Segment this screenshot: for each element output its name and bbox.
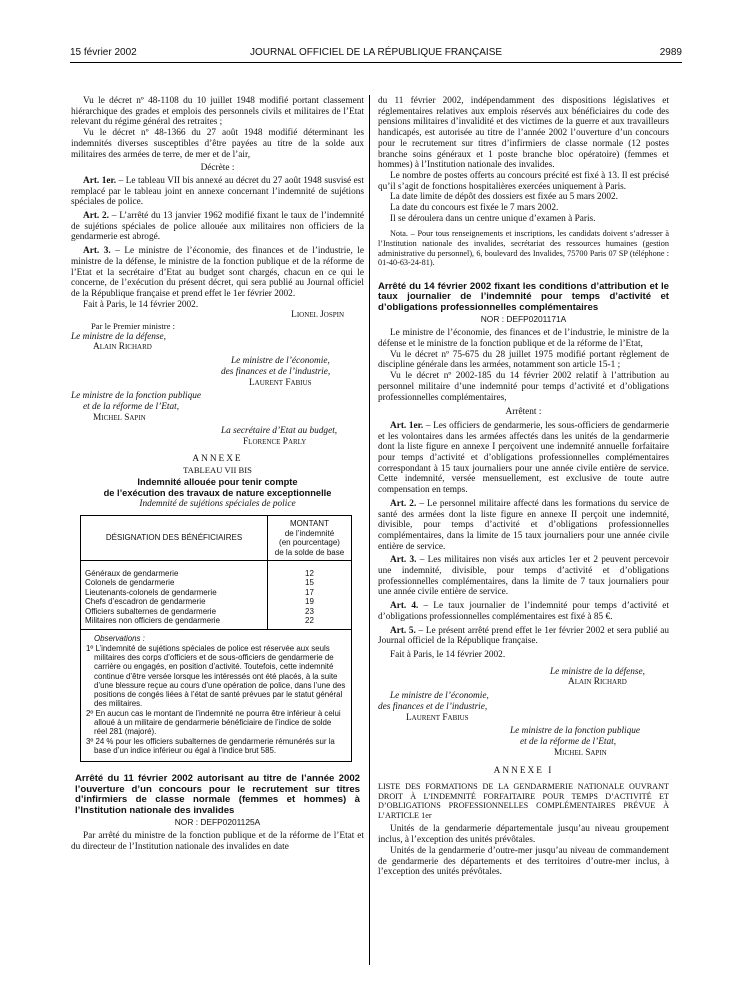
annexe-heading: ANNEXE I xyxy=(493,766,554,777)
annexe-title: LISTE DES FORMATIONS DE LA GENDARMERIE NATIONALE OUVRANT DROIT À L’INDEMNITÉ FORFAITAIRE POUR TEMPS D’ACTIVITÉ ET D’OBLIGATIONS PROFESSIONNELLES COMPLÉMENTAIRES PRÉVUE À L’ARTICLE 1er xyxy=(378,782,669,820)
table-row-label: Chefs d’escadron de gendarmerie xyxy=(85,597,206,607)
signatory-title: des finances et de l’industrie, xyxy=(221,366,331,377)
article-2: Art. 2. – L’arrêté du 13 janvier 1962 modifié fixant le taux de l’indemnité de sujétions spéciales de police allouée aux militaires non officiers de la gendarmerie est abrogé. xyxy=(71,211,364,243)
observation-item: 2º En aucun cas le montant de l’indemnité ne pourra être inférieur à celui alloué à un militaire de gendarmerie bénéficiaire de l’indice de solde réel 281 (majoré). xyxy=(86,708,341,737)
montant-cell xyxy=(268,560,352,629)
table-header-montant: MONTANT de l’indemnité (en pourcentage) de la solde de base xyxy=(268,516,352,561)
right-column xyxy=(378,96,669,878)
article-5: Art. 5. – Le présent arrêté prend effet le 1er février 2002 et sera publié au Journal officiel de la République française. xyxy=(378,625,670,647)
observation-item: 3º 24 % pour les officiers subalternes de gendarmerie rémunérés sur la base d’un indice inférieur ou égal à l’indice brut 585. xyxy=(86,736,335,755)
header-journal-title: JOURNAL OFFICIEL DE LA RÉPUBLIQUE FRANÇAISE xyxy=(249,47,503,58)
signature-intro: Par le Premier ministre : xyxy=(91,321,176,332)
visa-paragraph: Vu le décret nº 48-1366 du 27 août 1948 modifié déterminant les indemnités diverses susceptibles d’être payées au titre de la solde aux militaires des armées de terre, de mer et de l’air, xyxy=(71,128,364,160)
arrete-body: La date du concours est fixée le 7 mars 2002. xyxy=(390,203,559,214)
table-row-label: Lieutenants-colonels de gendarmerie xyxy=(85,587,217,597)
tableau-heading: TABLEAU VII BIS xyxy=(183,464,252,475)
article-label: Art. 5. xyxy=(390,625,416,636)
indemnity-table xyxy=(80,515,352,762)
signatory-name: Michel Sapin xyxy=(93,412,146,423)
table-row-value: 15 xyxy=(305,578,314,588)
signatory-title: et de la réforme de l’Etat, xyxy=(520,736,617,747)
header-date: 15 février 2002 xyxy=(70,47,137,58)
table-title: Indemnité allouée pour tenir compte xyxy=(137,477,298,488)
article-label: Art. 4. xyxy=(390,601,419,612)
signature-date: Fait à Paris, le 14 février 2002. xyxy=(390,649,506,660)
signatory-title: Le ministre de la défense, xyxy=(71,331,166,342)
signatory-title: Le ministre de l’économie, xyxy=(390,691,489,702)
signatory-title: des finances et de l’industrie, xyxy=(378,701,488,712)
table-row-value: 19 xyxy=(305,597,314,607)
table-row-label: Généraux de gendarmerie xyxy=(85,568,179,578)
unit-paragraph: Unités de la gendarmerie départementale jusqu’au niveau groupement inclus, à l’exception des unités prévôtales. xyxy=(378,824,669,846)
header-rule xyxy=(70,62,682,63)
observation-item: 1º L’indemnité de sujétions spéciales de police est réservée aux seuls militaires des corps d’officiers et de sous-officiers de gendarmerie de carrière ou engagés, en position d’activité. Toutefois, cette indemnité continue d’être versée lorsque les intéressés ont été placés, à la suite d’une blessure reçue au cours d’une opération de police, dans l’une des positions de congés liées à l’état de santé prévues par le statut général des militaires. xyxy=(86,643,346,709)
arrete-body: du 11 février 2002, indépendamment des dispositions législatives et réglementaires relatives aux emplois réservés aux bénéficiaires du code des pensions militaires d’invalidité et des victimes de la guerre et aux travailleurs handicapés, est autorisée au titre de l’année 2002 l’ouverture d’un concours pour le recrutement sur titres d’infirmiers de classe normale (12 postes branche soins généraux et 1 poste branche bloc opératoire) (femmes et hommes) à l’Institution nationale des invalides. xyxy=(378,96,669,171)
table-row-label: Militaires non officiers de gendarmerie xyxy=(85,615,221,625)
arrete-intro: Le ministre de l’économie, des finances et de l’industrie, le ministre de la défense et le ministre de la fonction publique et de la réforme de l’Etat, xyxy=(378,328,669,349)
running-header xyxy=(70,47,682,61)
article-2: Art. 2. – Le personnel militaire affecté dans les formations du service de santé des armées dont la liste figure en annexe II perçoit une indemnité, divisible, pour temps d’activité et d’obligations professionnelles complémentaires, dans la limite de 15 taux journaliers pour une année civile entière de service. xyxy=(378,498,669,552)
arrete-title: Arrêté du 14 février 2002 fixant les conditions d’attribution et le taux journalier de l’indemnité pour temps d’activité et d’obligations professionnelles complémentaires xyxy=(378,280,669,313)
annexe-heading: ANNEXE xyxy=(192,453,243,464)
signatory-title: et de la réforme de l’Etat, xyxy=(83,401,180,412)
table-body xyxy=(81,560,352,629)
signatory-name: Lionel Jospin xyxy=(291,310,344,321)
arrete-title: Arrêté du 11 février 2002 autorisant au titre de l’année 2002 l’ouverture d’un concours pour le recrutement sur titres d’infirmiers de classe normale (femmes et hommes) à l’Institution nationale des invalides xyxy=(75,773,360,817)
column-divider xyxy=(369,95,370,965)
article-1: Art. 1er. – Le tableau VII bis annexé au décret du 27 août 1948 susvisé est remplacé par le tableau joint en annexe concernant l’indemnité de sujétions spéciales de police. xyxy=(71,175,364,208)
article-1: Art. 1er. – Les officiers de gendarmerie, les sous-officiers de gendarmerie et les volontaires dans les armées affectés dans les unités de la gendarmerie dont la liste figure en annexe I perçoivent une indemnité annuelle forfaitaire pour temps d’activité et d’obligations professionnelles complémentaires correspondant à 15 taux journaliers pour une année civile entière de service. Cette indemnité, versée mensuellement, est exclusive de toute autre compensation en temps. xyxy=(378,420,669,496)
signatory-name: Alain Richard xyxy=(93,342,152,353)
table-row-value: 23 xyxy=(305,606,314,616)
article-3: Art. 3. – Les militaires non visés aux articles 1er et 2 peuvent percevoir une indemnité, divisible, pour temps d’activité et d’obligations professionnelles complémentaires, dans la limite de 7 taux journaliers pour une année civile entière de service. xyxy=(378,555,669,598)
signatory-title: Le ministre de la fonction publique xyxy=(71,391,202,402)
decrete-heading: Décrète : xyxy=(200,163,235,174)
signatory-name: Laurent Fabius xyxy=(249,377,312,388)
signatory-title: Le ministre de l’économie, xyxy=(231,356,330,367)
signatory-title: La secrétaire d’Etat au budget, xyxy=(221,426,338,437)
article-4: Art. 4. – Le taux journalier de l’indemnité pour temps d’activité et d’obligations professionnelles complémentaires est fixé à 85 €. xyxy=(378,601,669,622)
table-row-value: 12 xyxy=(305,568,314,578)
arrete-body: Il se déroulera dans un centre unique d’examen à Paris. xyxy=(390,213,596,224)
signature-date: Fait à Paris, le 14 février 2002. xyxy=(83,299,199,310)
article-3: Art. 3. – Le ministre de l’économie, des finances et de l’industrie, le ministre de la défense, le ministre de la fonction publique et de la réforme de l’Etat et la secrétaire d’Etat au budget sont chargés, chacun en ce qui le concerne, de l’exécution du présent décret, qui sera publié au Journal officiel de la République française et prend effet le 1er février 2002. xyxy=(71,246,364,299)
designation-cell xyxy=(81,560,268,629)
signatory-name: Laurent Fabius xyxy=(406,712,469,723)
observations-title: Observations : xyxy=(94,634,145,644)
table-row-label: Colonels de gendarmerie xyxy=(85,578,175,588)
visa-paragraph: Vu le décret nº 48-1108 du 10 juillet 1948 modifié portant classement hiérarchique des grades et emplois des personnels civils et militaires de l’Etat relevant du régime général des retraites ; xyxy=(71,96,364,128)
table-row-value: 17 xyxy=(305,587,314,597)
arrete-body: La date limite de dépôt des dossiers est fixée au 5 mars 2002. xyxy=(390,192,618,203)
article-label: Art. 3. xyxy=(83,246,111,257)
table-subtitle: Indemnité de sujétions spéciales de police xyxy=(139,498,296,509)
article-label: Art. 2. xyxy=(390,498,417,509)
unit-paragraph: Unités de la gendarmerie d’outre-mer jusqu’au niveau de commandement de gendarmerie des départements et des territoires d’outre-mer inclus, à l’exception des unités prévôtales. xyxy=(378,845,669,878)
visa-paragraph: Vu le décret nº 2002-185 du 14 février 2002 relatif à l’attribution au personnel militaire d’une indemnité pour temps d’activité et d’obligations professionnelles complémentaires, xyxy=(378,371,669,403)
table-title: de l’exécution des travaux de nature exceptionnelle xyxy=(103,487,332,498)
table-row-label: Officiers subalternes de gendarmerie xyxy=(85,606,217,616)
visa-paragraph: Vu le décret nº 75-675 du 28 juillet 1975 modifié portant règlement de discipline générale dans les armées, notamment son article 15-1 ; xyxy=(378,349,669,371)
left-column xyxy=(71,96,364,853)
header-page-number: 2989 xyxy=(659,47,682,58)
signatory-title: Le ministre de la fonction publique xyxy=(510,726,641,737)
signatory-name: Michel Sapin xyxy=(554,747,607,758)
signatory-name: Florence Parly xyxy=(243,437,307,448)
article-label: Art. 1er. xyxy=(83,175,117,186)
table-header-designation: DÉSIGNATION DES BÉNÉFICIAIRES xyxy=(81,516,268,561)
signatory-title: Le ministre de la défense, xyxy=(550,666,645,677)
observations-cell xyxy=(81,630,352,762)
nor-reference: NOR : DEFP0201171A xyxy=(480,313,567,324)
arretent-heading: Arrêtent : xyxy=(505,407,542,418)
article-label: Art. 3. xyxy=(390,555,417,566)
article-label: Art. 1er. xyxy=(390,420,424,431)
table-row-value: 22 xyxy=(305,615,314,625)
arrete-body: Le nombre de postes offerts au concours précité est fixé à 13. Il est précisé qu’il s’agit de fonctions hospitalières exercées uniquement à Paris. xyxy=(378,170,669,192)
article-label: Art. 2. xyxy=(83,211,110,222)
arrete-body: Par arrêté du ministre de la fonction publique et de la réforme de l’Etat et du directeur de l’Institution nationale des invalides en date xyxy=(71,831,364,853)
signatory-name: Alain Richard xyxy=(568,677,627,688)
nota-paragraph: Nota. – Pour tous renseignements et inscriptions, les candidats doivent s’adresser à l’Institution nationale des invalides, secrétariat des ressources humaines (gestion administrative du personnel), 6, boulevard des Invalides, 75700 Paris 07 SP (téléphone : 01-40-63-24-81). xyxy=(378,229,669,268)
nor-reference: NOR : DEFP0201125A xyxy=(174,816,261,827)
